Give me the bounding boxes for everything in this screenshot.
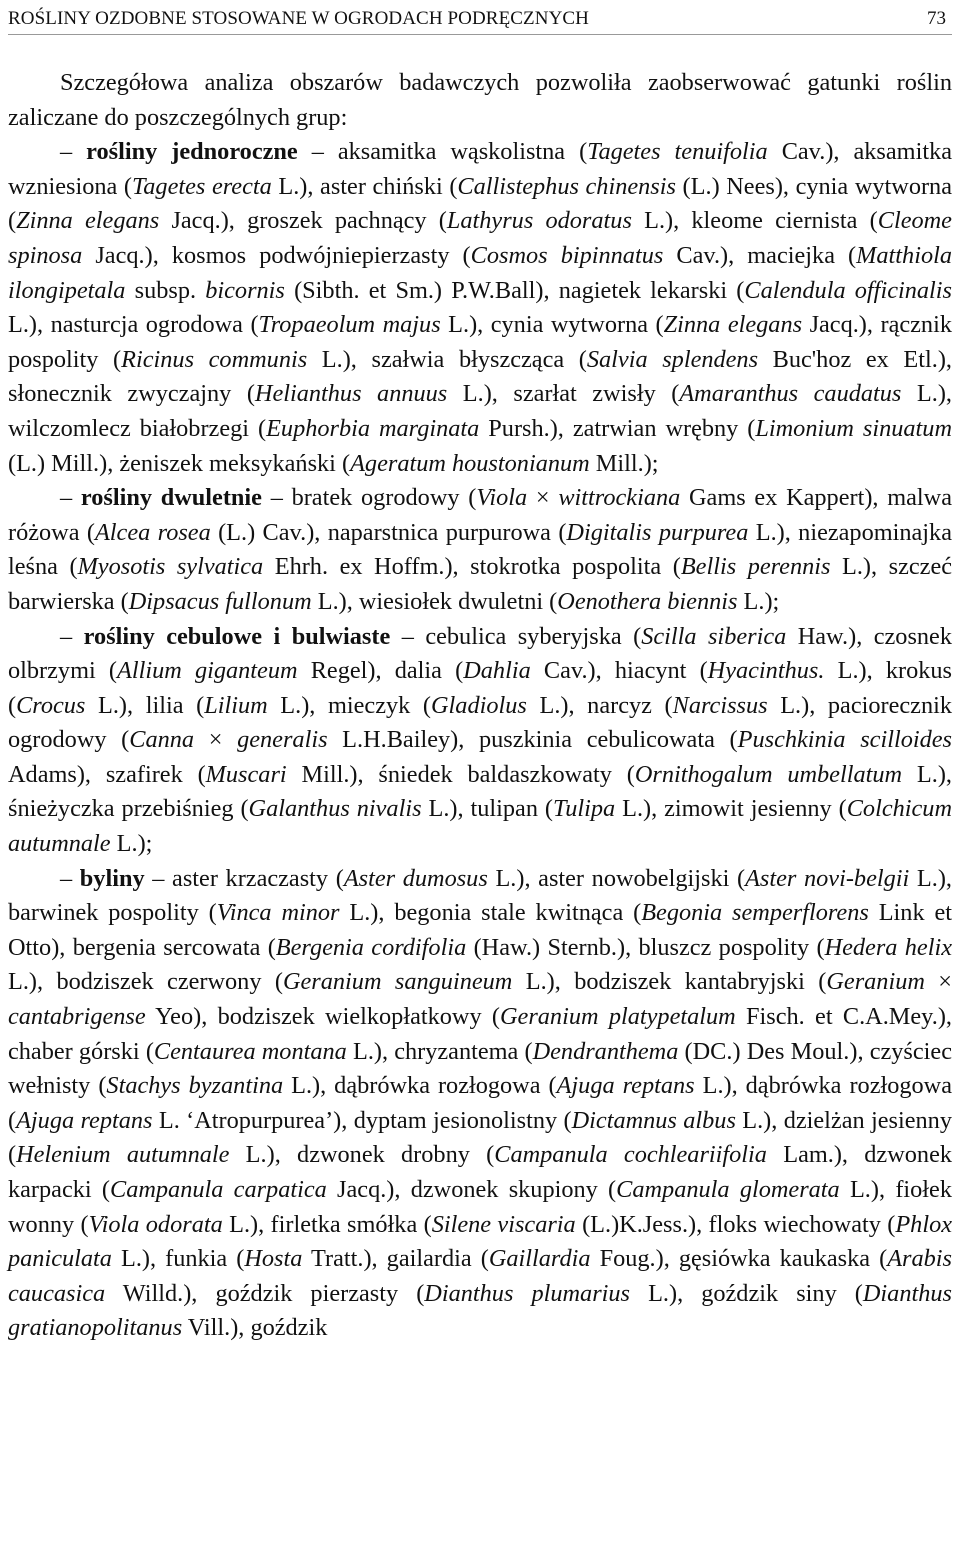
category-annuals: – rośliny jednoroczne – aksamitka wąskolistna (Tagetes tenuifolia Cav.), aksamitka wzniesiona (Tagetes erecta L.), aster chiński (Callistephus chinensis (L.) Nees), cynia wytworna (Zinna elegans Jacq.), groszek pachnący (Lathyrus odoratus L.), kleome ciernista (Cleome spinosa Jacq.), kosmos podwójniepierzasty (Cosmos bipinnatus Cav.), maciejka (Matthiola ilongipetala subsp. bicornis (Sibth. et Sm.) P.W.Ball), nagietek lekarski (Calendula officinalis L.), nasturcja ogrodowa (Tropaeolum majus L.), cynia wytworna (Zinna elegans Jacq.), rącznik pospolity (Ricinus communis L.), szałwia błyszcząca (Salvia splendens Buc'hoz ex Etl.), słonecznik zwyczajny (Helianthus annuus L.), szarłat zwisły (Amaranthus caudatus L.), wilczomlecz białobrzegi (Euphorbia marginata Pursh.), zatrwian wrębny (Limonium sinuatum (L.) Mill.), żeniszek meksykański (Ageratum houstonianum Mill.); (8, 138, 953, 477)
page-number: 73 (927, 8, 946, 29)
body-text (8, 66, 952, 1346)
intro-paragraph: Szczegółowa analiza obszarów badawczych pozwoliła zaobserwować gatunki roślin zaliczane do poszczególnych grup: (8, 69, 952, 131)
page-header (8, 4, 952, 35)
category-bulbs: – rośliny cebulowe i bulwiaste – cebulica syberyjska (Scilla siberica Haw.), czosnek olbrzymi (Allium giganteum Regel), dalia (Dahlia Cav.), hiacynt (Hyacinthus. L.), krokus (Crocus L.), lilia (Lilium L.), mieczyk (Gladiolus L.), narcyz (Narcissus L.), paciorecznik ogrodowy (Canna × generalis L.H.Bailey), puszkinia cebulicowata (Puschkinia scilloides Adams), szafirek (Muscari Mill.), śniedek baldaszkowaty (Ornithogalum umbellatum L.), śnieżyczka przebiśnieg (Galanthus nivalis L.), tulipan (Tulipa L.), zimowit jesienny (Colchicum autumnale L.); (8, 622, 953, 858)
category-label: rośliny cebulowe i bulwiaste (83, 622, 391, 650)
category-label: byliny (79, 864, 145, 892)
category-label: rośliny dwuletnie (80, 484, 262, 512)
running-title: ROŚLINY OZDOBNE STOSOWANE W OGRODACH PODRĘCZNYCH (8, 8, 589, 29)
category-perennials: – byliny – aster krzaczasty (Aster dumosus L.), aster nowobelgijski (Aster novi-belgii L.), barwinek pospolity (Vinca minor L.), begonia stale kwitnąca (Begonia semperflorens Link et Otto), bergenia sercowata (Bergenia cordifolia (Haw.) Sternb.), bluszcz pospolity (Hedera helix L.), bodziszek czerwony (Geranium sanguineum L.), bodziszek kantabryjski (Geranium × cantabrigense Yeo), bodziszek wielkopłatkowy (Geranium platypetalum Fisch. et C.A.Mey.), chaber górski (Centaurea montana L.), chryzantema (Dendranthema (DC.) Des Moul.), czyściec wełnisty (Stachys byzantina L.), dąbrówka rozłogowa (Ajuga reptans L.), dąbrówka rozłogowa (Ajuga reptans L. ‘Atropurpurea’), dyptam jesionolistny (Dictamnus albus L.), dzielżan jesienny (Helenium autumnale L.), dzwonek drobny (Campanula cochleariifolia Lam.), dzwonek karpacki (Campanula carpatica Jacq.), dzwonek skupiony (Campanula glomerata L.), fiołek wonny (Viola odorata L.), firletka smółka (Silene viscaria (L.)K.Jess.), floks wiechowaty (Phlox paniculata L.), funkia (Hosta Tratt.), gailardia (Gaillardia Foug.), gęsiówka kaukaska (Arabis caucasica Willd.), goździk pierzasty (Dianthus plumarius L.), goździk siny (Dianthus gratianopolitanus Vill.), goździk (8, 864, 953, 1342)
category-label: rośliny jednoroczne (86, 138, 298, 166)
category-biennials: – rośliny dwuletnie – bratek ogrodowy (Viola × wittrockiana Gams ex Kappert), malwa różowa (Alcea rosea (L.) Cav.), naparstnica purpurowa (Digitalis purpurea L.), niezapominajka leśna (Myosotis sylvatica Ehrh. ex Hoffm.), stokrotka pospolita (Bellis perennis L.), szczeć barwierska (Dipsacus fullonum L.), wiesiołek dwuletni (Oenothera biennis L.); (8, 484, 953, 615)
